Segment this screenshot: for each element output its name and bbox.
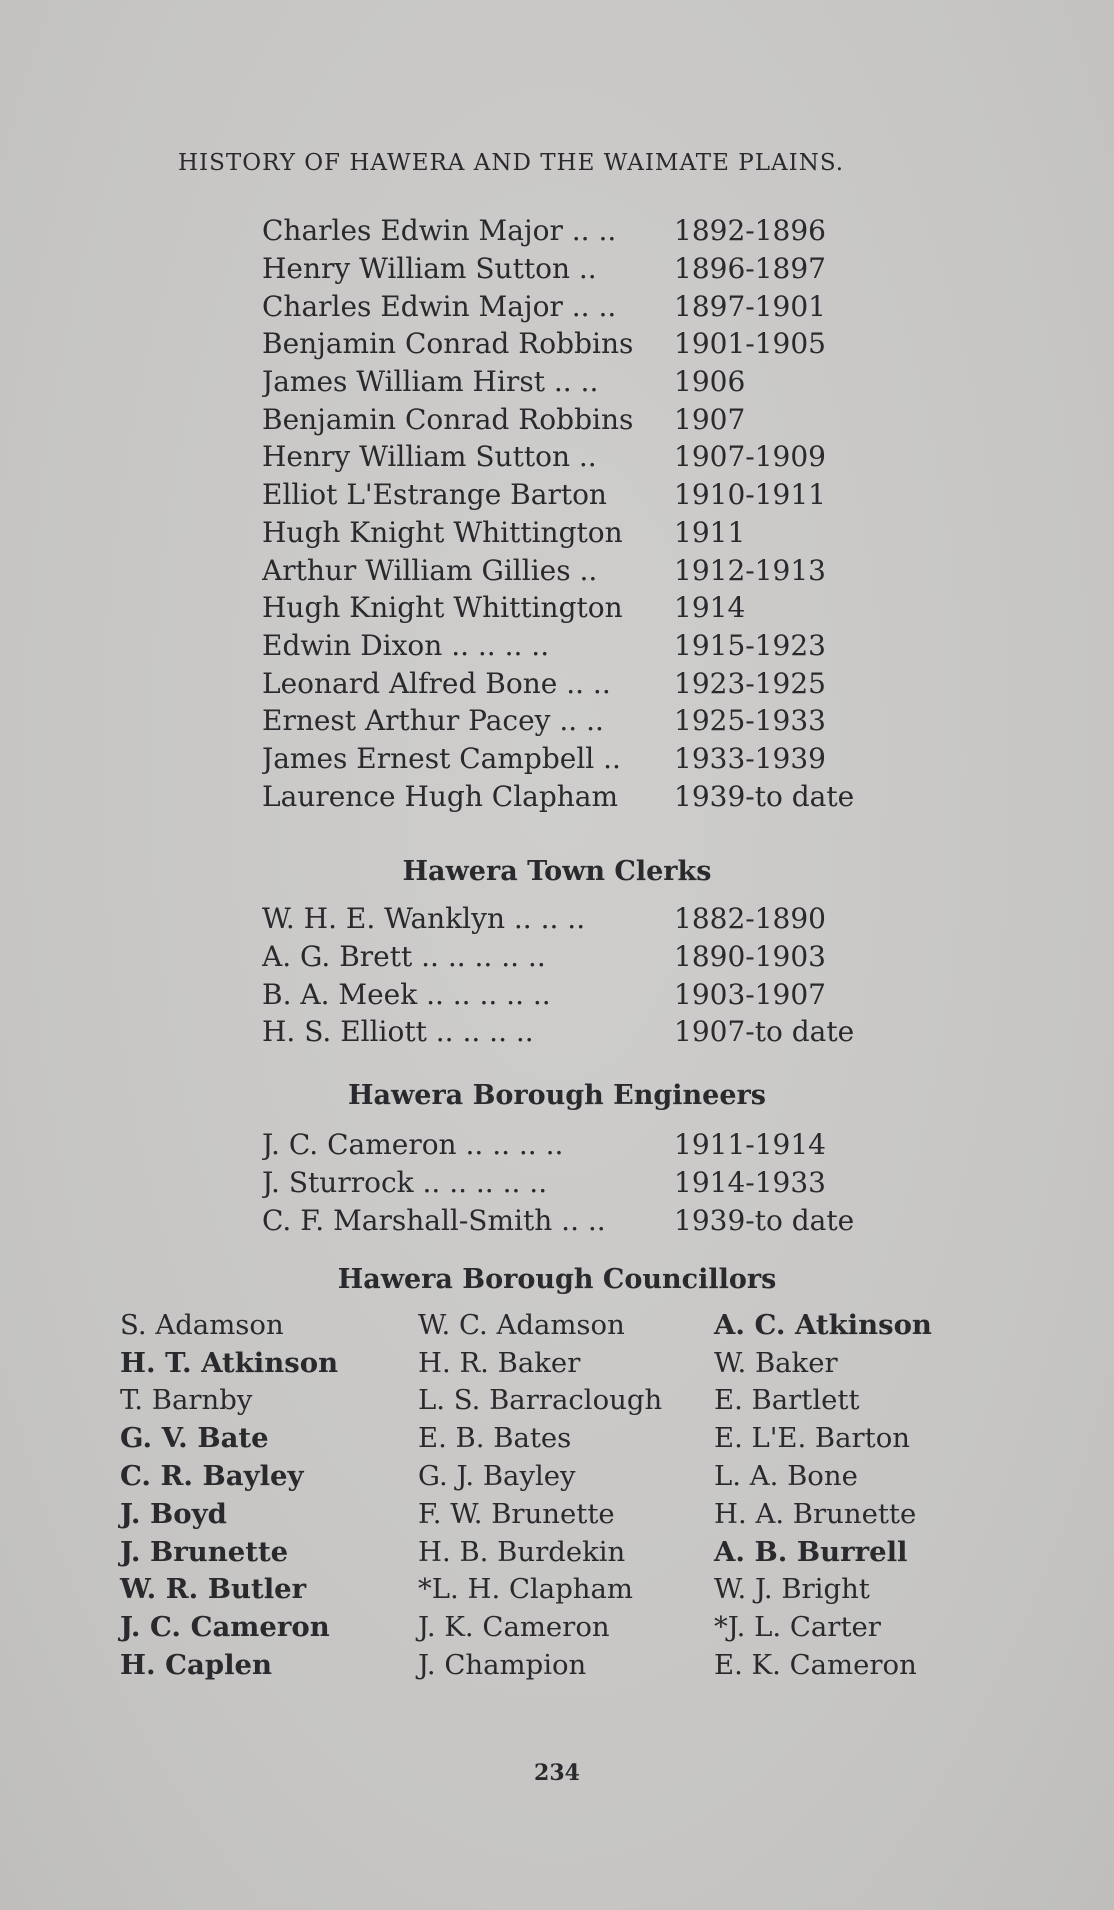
mayor-years: 1897-1901 xyxy=(674,289,826,323)
councillor-name: H. T. Atkinson xyxy=(120,1346,339,1379)
councillor-name: J. Boyd xyxy=(120,1497,227,1530)
mayor-row xyxy=(262,363,874,401)
borough-engineers-list xyxy=(262,1126,874,1239)
clerk-name: W. H. E. Wanklyn .. .. .. xyxy=(262,902,586,936)
mayor-name: James Ernest Campbell .. xyxy=(262,741,621,775)
engineer-row xyxy=(262,1201,874,1239)
mayor-row xyxy=(262,514,874,552)
councillor-name: E. L'E. Barton xyxy=(714,1422,911,1455)
mayor-name: Charles Edwin Major .. .. xyxy=(262,214,617,248)
councillor-name: W. J. Bright xyxy=(714,1573,870,1606)
councillor-name: F. W. Brunette xyxy=(418,1497,615,1530)
mayor-name: Arthur William Gillies .. xyxy=(262,553,598,587)
mayor-years: 1911 xyxy=(674,515,746,549)
clerk-row xyxy=(262,975,874,1013)
mayor-row xyxy=(262,551,874,589)
mayor-name: Benjamin Conrad Robbins xyxy=(262,402,634,436)
councillor-name: J. K. Cameron xyxy=(418,1611,610,1644)
clerk-years: 1903-1907 xyxy=(674,977,826,1011)
page-number: 234 xyxy=(534,1760,580,1786)
running-header: HISTORY OF HAWERA AND THE WAIMATE PLAINS. xyxy=(178,150,845,176)
engineer-name: J. Sturrock .. .. .. .. .. xyxy=(262,1166,548,1200)
clerk-years: 1882-1890 xyxy=(674,902,826,936)
councillor-name: J. Champion xyxy=(418,1649,587,1682)
councillor-name: H. Caplen xyxy=(120,1649,273,1682)
mayor-name: Leonard Alfred Bone .. .. xyxy=(262,666,611,700)
mayor-row xyxy=(262,287,874,325)
councillor-name: A. C. Atkinson xyxy=(714,1308,932,1341)
councillor-name: E. Bartlett xyxy=(714,1384,860,1417)
councillor-name: H. A. Brunette xyxy=(714,1497,917,1530)
mayor-name: James William Hirst .. .. xyxy=(262,365,599,399)
mayor-row xyxy=(262,476,874,514)
mayor-row xyxy=(262,702,874,740)
councillor-name: E. B. Bates xyxy=(418,1422,572,1455)
councillors-column-2 xyxy=(418,1306,714,1684)
mayor-row xyxy=(262,664,874,702)
engineer-name: C. F. Marshall-Smith .. .. xyxy=(262,1203,606,1237)
mayor-name: Henry William Sutton .. xyxy=(262,440,597,474)
mayor-years: 1933-1939 xyxy=(674,741,826,775)
mayor-name: Charles Edwin Major .. .. xyxy=(262,289,617,323)
councillor-name: H. R. Baker xyxy=(418,1346,581,1379)
councillors-column-1 xyxy=(120,1306,418,1684)
councillor-name: A. B. Burrell xyxy=(714,1535,908,1568)
councillor-name: T. Barnby xyxy=(120,1384,253,1417)
mayor-years: 1896-1897 xyxy=(674,252,826,286)
mayor-row xyxy=(262,627,874,665)
councillor-name: J. C. Cameron xyxy=(120,1611,330,1644)
clerk-name: H. S. Elliott .. .. .. .. xyxy=(262,1015,534,1049)
clerk-row xyxy=(262,900,874,938)
town-clerks-list xyxy=(262,900,874,1051)
councillor-name: W. C. Adamson xyxy=(418,1308,625,1341)
engineer-years: 1911-1914 xyxy=(674,1128,826,1162)
clerk-name: B. A. Meek .. .. .. .. .. xyxy=(262,977,551,1011)
mayor-name: Edwin Dixon .. .. .. .. xyxy=(262,628,550,662)
mayor-name: Elliot L'Estrange Barton xyxy=(262,478,607,512)
clerk-row xyxy=(262,938,874,976)
mayor-years: 1892-1896 xyxy=(674,214,826,248)
mayor-row xyxy=(262,438,874,476)
mayor-row xyxy=(262,400,874,438)
clerk-years: 1890-1903 xyxy=(674,940,826,974)
mayor-row xyxy=(262,250,874,288)
mayor-name: Benjamin Conrad Robbins xyxy=(262,327,634,361)
mayor-name: Henry William Sutton .. xyxy=(262,252,597,286)
mayor-years: 1915-1923 xyxy=(674,628,826,662)
councillor-name: G. J. Bayley xyxy=(418,1460,576,1493)
clerk-row xyxy=(262,1013,874,1051)
mayor-years: 1914 xyxy=(674,591,746,625)
mayor-row xyxy=(262,740,874,778)
councillor-name: W. Baker xyxy=(714,1346,838,1379)
councillors-table xyxy=(120,1306,950,1684)
councillor-name: J. Brunette xyxy=(120,1535,289,1568)
mayor-years: 1906 xyxy=(674,365,746,399)
borough-engineers-heading: Hawera Borough Engineers xyxy=(348,1080,766,1111)
councillor-name: W. R. Butler xyxy=(120,1573,307,1606)
engineer-row xyxy=(262,1126,874,1164)
councillor-name: G. V. Bate xyxy=(120,1422,269,1455)
councillor-name: L. A. Bone xyxy=(714,1460,858,1493)
clerk-years: 1907-to date xyxy=(674,1015,855,1049)
mayor-name: Ernest Arthur Pacey .. .. xyxy=(262,704,604,738)
borough-councillors-heading: Hawera Borough Councillors xyxy=(337,1264,777,1295)
mayor-name: Laurence Hugh Clapham xyxy=(262,779,619,813)
mayor-years: 1939-to date xyxy=(674,779,855,813)
mayor-years: 1907-1909 xyxy=(674,440,826,474)
mayor-name: Hugh Knight Whittington xyxy=(262,591,623,625)
town-clerks-heading: Hawera Town Clerks xyxy=(402,856,712,887)
mayor-row xyxy=(262,589,874,627)
engineer-years: 1939-to date xyxy=(674,1203,855,1237)
councillor-name: C. R. Bayley xyxy=(120,1460,304,1493)
councillor-name: *J. L. Carter xyxy=(714,1611,881,1644)
mayor-years: 1907 xyxy=(674,402,746,436)
mayor-years: 1923-1925 xyxy=(674,666,826,700)
councillor-name: E. K. Cameron xyxy=(714,1649,917,1682)
clerk-name: A. G. Brett .. .. .. .. .. xyxy=(262,940,546,974)
councillor-name: S. Adamson xyxy=(120,1308,284,1341)
mayors-list xyxy=(262,212,874,815)
councillor-name: L. S. Barraclough xyxy=(418,1384,663,1417)
mayor-name: Hugh Knight Whittington xyxy=(262,515,623,549)
councillor-name: *L. H. Clapham xyxy=(418,1573,633,1606)
councillor-name: H. B. Burdekin xyxy=(418,1535,626,1568)
mayor-years: 1910-1911 xyxy=(674,478,826,512)
mayor-years: 1925-1933 xyxy=(674,704,826,738)
engineer-years: 1914-1933 xyxy=(674,1166,826,1200)
mayor-row xyxy=(262,777,874,815)
engineer-row xyxy=(262,1164,874,1202)
mayor-row xyxy=(262,325,874,363)
mayor-row xyxy=(262,212,874,250)
mayor-years: 1912-1913 xyxy=(674,553,826,587)
councillors-column-3 xyxy=(714,1306,944,1684)
mayor-years: 1901-1905 xyxy=(674,327,826,361)
engineer-name: J. C. Cameron .. .. .. .. xyxy=(262,1128,564,1162)
